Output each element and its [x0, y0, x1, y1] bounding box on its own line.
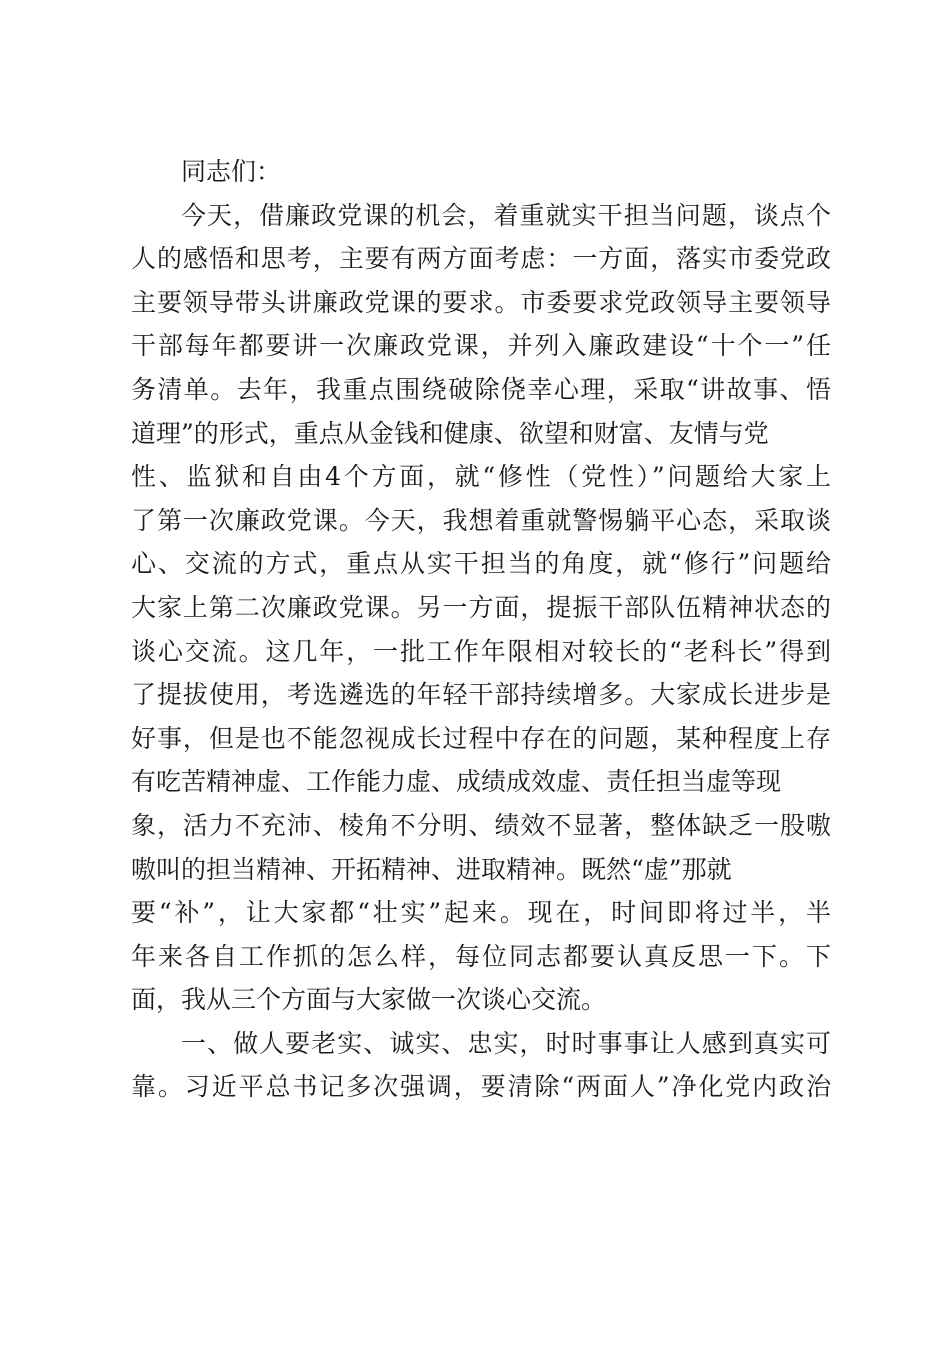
paragraph-line: 好事，但是也不能忽视成长过程中存在的问题，某种程度上存	[131, 723, 831, 753]
paragraph-line: 谈心交流。这几年，一批工作年限相对较长的“老科长”得到	[131, 636, 831, 666]
paragraph-line: 年来各自工作抓的怎么样，每位同志都要认真反思一下。下	[131, 941, 831, 971]
paragraph-line: 心、交流的方式，重点从实干担当的角度，就“修行”问题给	[131, 549, 831, 579]
paragraph-line: 要“补”，让大家都“壮实”起来。现在，时间即将过半，半	[131, 898, 831, 928]
paragraph-line: 一、做人要老实、诚实、忠实，时时事事让人感到真实可	[181, 1028, 831, 1058]
paragraph-line: 人的感悟和思考，主要有两方面考虑：一方面，落实市委党政	[131, 244, 831, 274]
paragraph-line: 象，活力不充沛、棱角不分明、绩效不显著，整体缺乏一股嗷	[131, 810, 831, 840]
paragraph-line: 干部每年都要讲一次廉政党课，并列入廉政建设“十个一”任	[131, 331, 831, 361]
paragraph-line: 靠。习近平总书记多次强调，要清除“两面人”净化党内政治	[131, 1072, 831, 1102]
salutation: 同志们：	[181, 157, 282, 186]
paragraph-line: 嗷叫的担当精神、开拓精神、进取精神。既然“虚”那就	[131, 854, 732, 884]
paragraph-line: 道理”的形式，重点从金钱和健康、欲望和财富、友情与党	[131, 418, 769, 448]
paragraph-line: 主要领导带头讲廉政党课的要求。市委要求党政领导主要领导	[131, 287, 831, 317]
paragraph-line: 了第一次廉政党课。今天，我想着重就警惕躺平心态，采取谈	[131, 505, 831, 535]
paragraph-line: 务清单。去年，我重点围绕破除侥幸心理，采取“讲故事、悟	[131, 374, 831, 404]
paragraph-line: 大家上第二次廉政党课。另一方面，提振干部队伍精神状态的	[131, 592, 831, 622]
document-body	[131, 150, 831, 1109]
paragraph-line: 面，我从三个方面与大家做一次谈心交流。	[131, 985, 607, 1015]
paragraph-line: 性、监狱和自由4个方面，就“修性（党性）”问题给大家上	[131, 462, 831, 492]
paragraph-line: 有吃苦精神虚、工作能力虚、成绩成效虚、责任担当虚等现	[131, 767, 782, 797]
paragraph-line: 今天，借廉政党课的机会，着重就实干担当问题，谈点个	[181, 200, 831, 230]
paragraph-line: 了提拔使用，考选遴选的年轻干部持续增多。大家成长进步是	[131, 680, 831, 710]
